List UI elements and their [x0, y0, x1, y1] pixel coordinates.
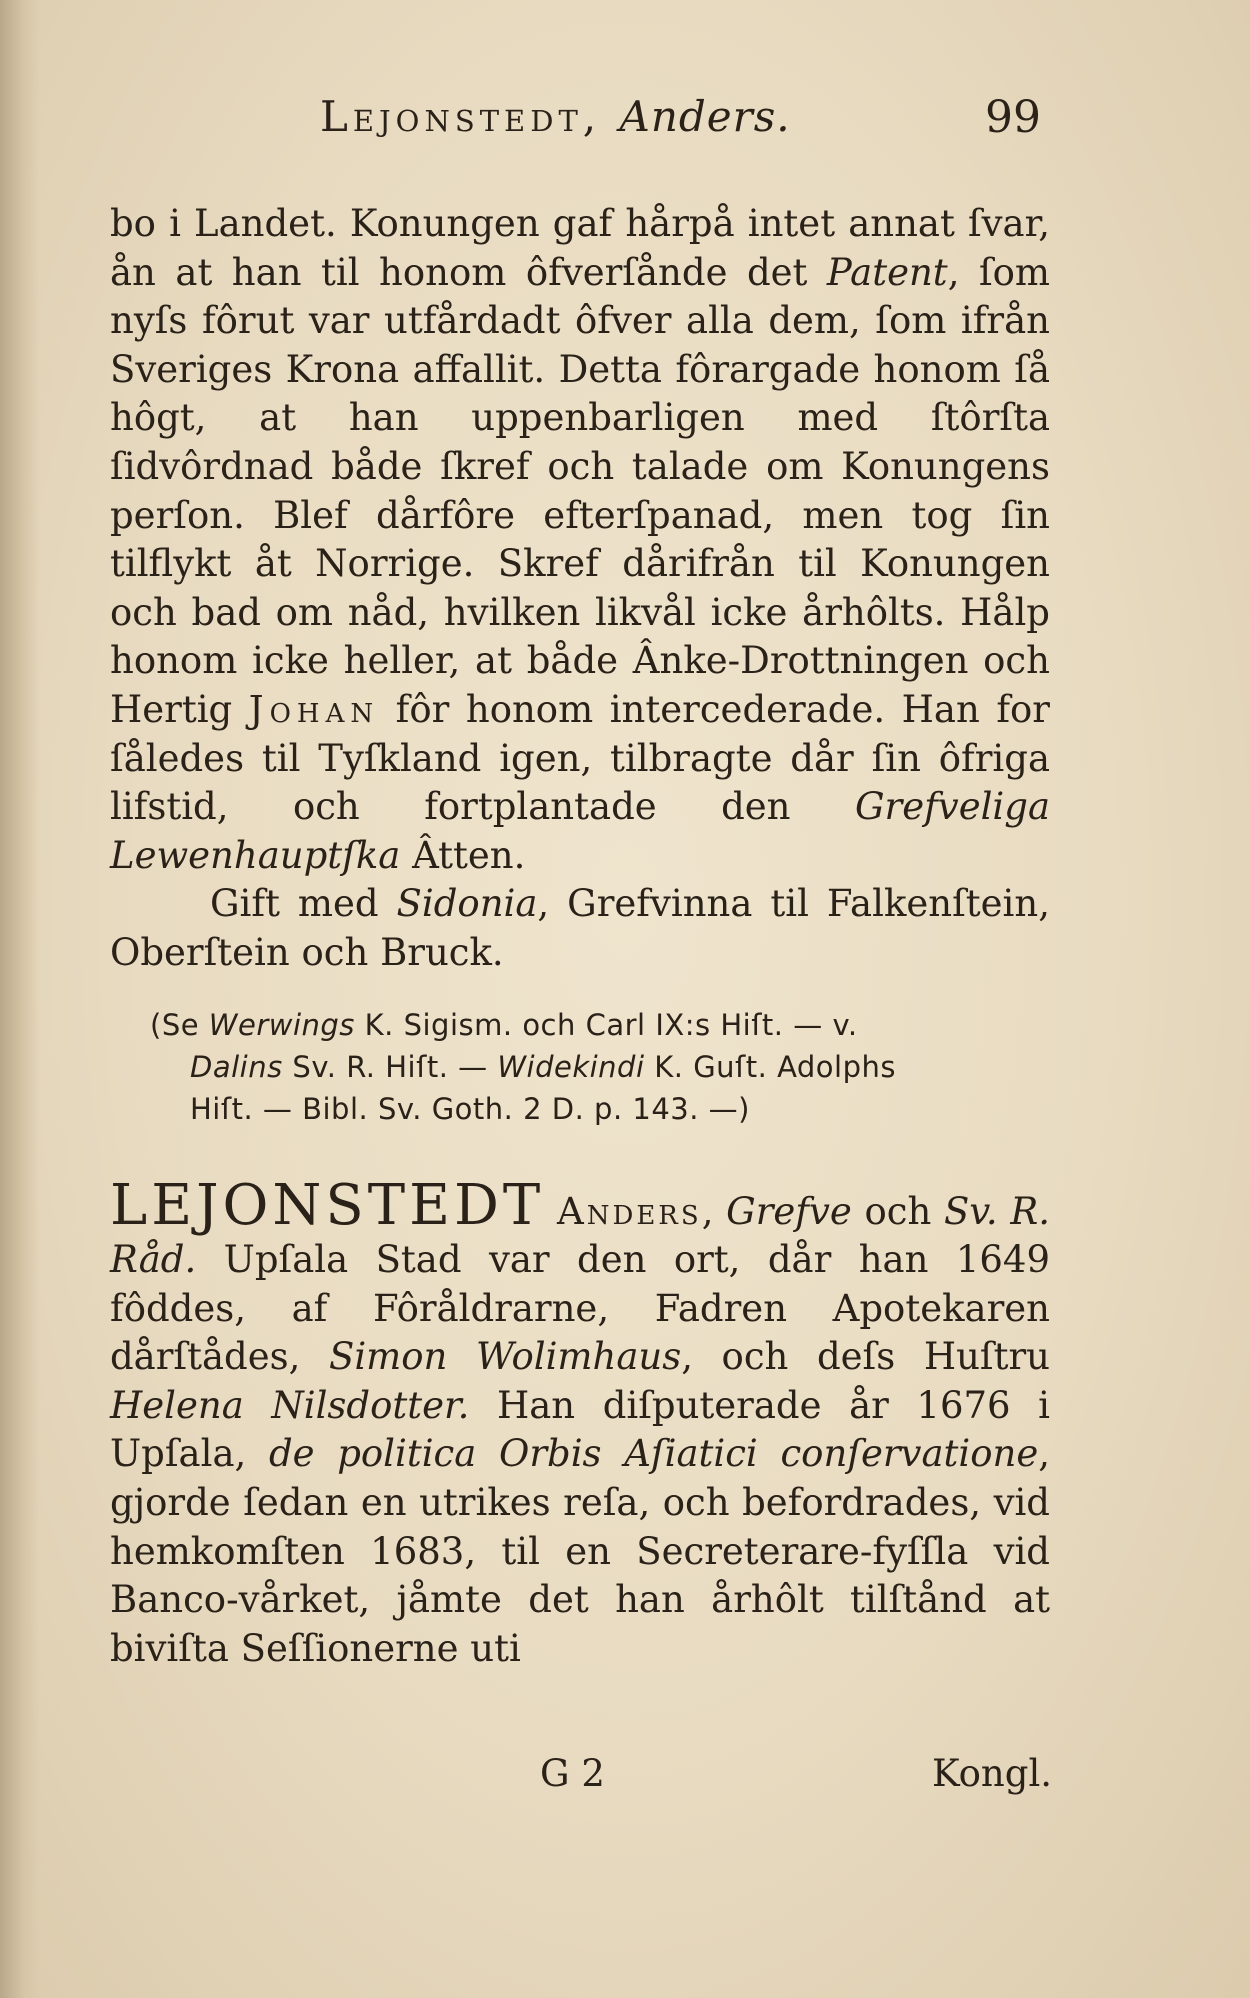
- reference-line: [150, 1088, 1050, 1130]
- text-run: Sv. R. Hiſt. —: [282, 1049, 498, 1084]
- italic-text: Grefve: [726, 1189, 852, 1233]
- text-run: och: [851, 1189, 945, 1233]
- page-body: [110, 200, 1050, 1673]
- text-run: Gift med: [210, 882, 397, 926]
- text-run: Upſala Stad var den ort, dår han 1649 fôddes, af Fôråldrarne, Fadren Apotekaren dårſtådes,: [110, 1238, 1050, 1379]
- text-run: K. Guſt. Adolphs: [644, 1049, 897, 1084]
- page-footer: [0, 1752, 1250, 1802]
- reference-line: [150, 1004, 1050, 1046]
- italic-text: Werwings: [208, 1007, 355, 1042]
- text-run: ,: [701, 1189, 727, 1233]
- italic-text: Sv. R. Råd.: [110, 1189, 1050, 1282]
- running-head: [320, 92, 791, 141]
- text-run: , ſom nyſs fôrut var utfårdadt ôfver alla dem, ſom ifrån Sveriges Krona affallit. Detta fôrargade honom ſå hôgt, at han uppenbarligen med ſtôrſta ſidvôrdnad både ſkref och talade om Konungens perſon. Blef dårfôre efterſpanad, men tog ſin tilflykt åt Norrige. Skref dårifrån til Konungen och bad om nåd, hvilken likvål icke århôlts. Hålp honom icke heller, at både Ânke-Drottningen och Hertig: [110, 250, 1050, 731]
- page-header: [0, 92, 1250, 152]
- text-run: , och deſs Huſtru: [681, 1335, 1050, 1379]
- text-run: , gjorde ſedan en utrikes reſa, och befordrades, vid hemkomſten 1683, til en Secreterare-fyſſla vid Banco-vårket, jåmte det han århôlt tilſtånd at biviſta Seſſionerne uti: [110, 1432, 1050, 1670]
- running-head-surname: Lejonstedt,: [320, 92, 602, 141]
- italic-text: Grefveliga Lewenhauptſka: [110, 785, 1050, 877]
- signature-mark: G 2: [540, 1752, 605, 1795]
- smallcaps-name: Johan: [248, 687, 380, 731]
- entry-given-name: Anders: [557, 1189, 702, 1233]
- text-run: K. Sigism. och Carl IX:s Hiſt. — v.: [354, 1007, 858, 1042]
- page-gutter-shadow: [0, 0, 40, 1998]
- text-run: bo i Landet. Konungen gaf hårpå intet annat ſvar, ån at han til honom ôfverſånde det: [110, 202, 1050, 294]
- entry-headword: EJONSTEDT: [151, 1172, 545, 1238]
- entry-text: [110, 1190, 1050, 1670]
- italic-text: Patent: [826, 250, 948, 294]
- text-run: Han diſputerade år 1676 i Upſala,: [110, 1383, 1050, 1476]
- paragraph-continued: [110, 200, 1050, 880]
- italic-text: Dalins: [190, 1049, 283, 1084]
- text-run: , Grefvinna til Falkenſtein, Oberſtein och Bruck.: [110, 882, 1050, 974]
- running-head-given-name: Anders.: [619, 92, 791, 141]
- references-block: [110, 1004, 1050, 1130]
- paragraph-marriage: [110, 880, 1050, 977]
- biography-entry: [110, 1172, 1050, 1674]
- italic-text: Simon Wolimhaus: [328, 1335, 682, 1379]
- catchword: Kongl.: [932, 1752, 1053, 1795]
- text-run: Âtten.: [400, 833, 526, 877]
- italic-text: Widekindi: [497, 1049, 645, 1084]
- italic-text: Helena Nilsdotter.: [110, 1383, 470, 1427]
- italic-text: Sidonia: [396, 882, 538, 926]
- reference-line: [150, 1046, 1050, 1088]
- text-run: fôr honom intercederade. Han for ſåledes til Tyſkland igen, tilbragte dår ſin ôfriga lifstid, och fortplantade den: [110, 687, 1050, 829]
- text-run: Hiſt. — Bibl. Sv. Goth. 2 D. p. 143. —): [190, 1091, 750, 1126]
- italic-text: de politica Orbis Aſiatici conſervatione: [268, 1432, 1039, 1476]
- text-run: (Se: [150, 1007, 209, 1042]
- entry-headword-initial: L: [110, 1172, 152, 1238]
- page-number: 99: [985, 92, 1041, 143]
